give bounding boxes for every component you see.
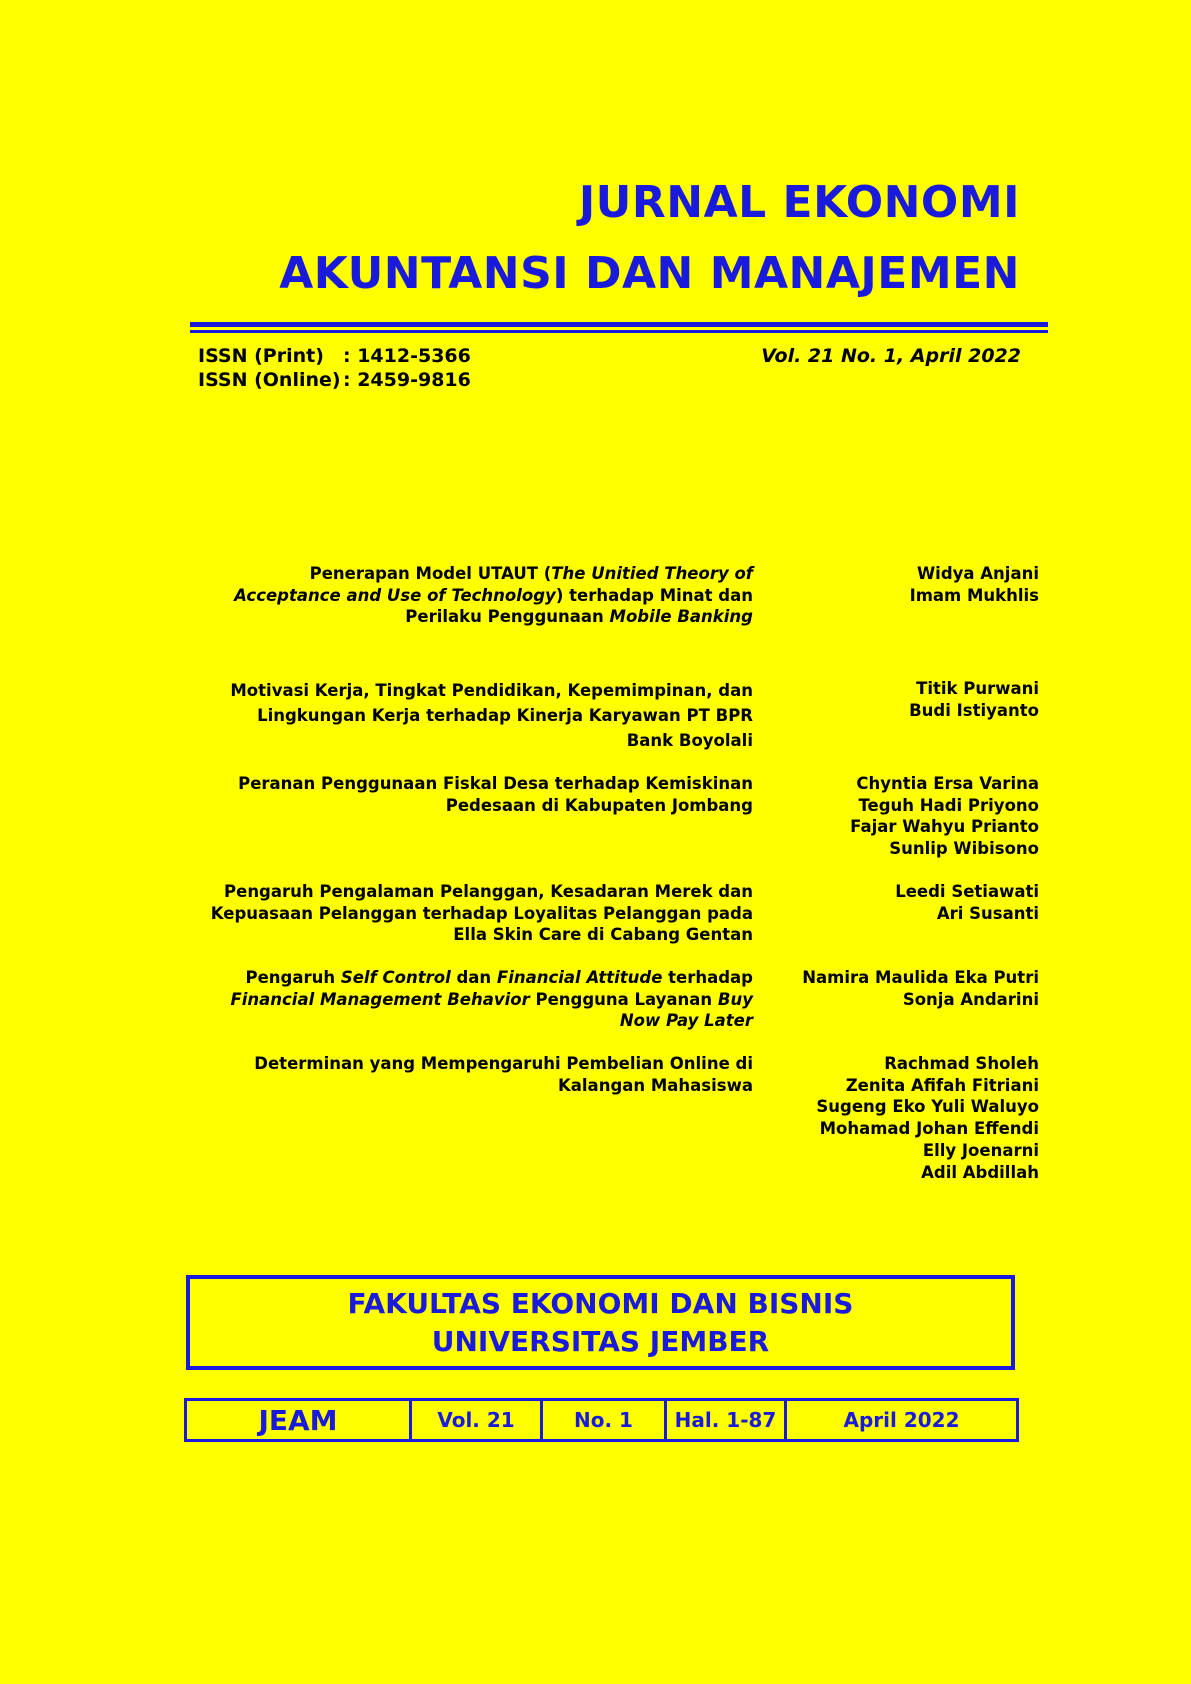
article-title-italic-text: Financial Management Behavior [230,989,530,1009]
author-name: Ari Susanti [936,903,1039,923]
author-name: Imam Mukhlis [909,585,1039,605]
journal-title-line2: AKUNTANSI DAN MANAJEMEN [279,248,1020,299]
author-name: Leedi Setiawati [895,882,1039,901]
article-title-line [193,1053,753,1075]
header-rule-thin [190,330,1048,333]
author-name: Adil Abdillah [921,1162,1039,1182]
author-name: Mohamad Johan Effendi [819,1119,1039,1139]
author-name: Titik Purwani [916,679,1039,698]
author-name: Sonja Andarini [902,989,1039,1009]
publisher-line2: UNIVERSITAS JEMBER [431,1324,770,1358]
article-authors [739,563,1039,606]
article-title-text: Lingkungan Kerja terhadap Kinerja Karyawan PT BPR [257,706,753,725]
author-name: Namira Maulida Eka Putri [802,968,1039,987]
author-name: Fajar Wahyu Prianto [850,817,1039,837]
author-name: Chyntia Ersa Varina [856,774,1039,793]
article-title-line [193,585,753,607]
info-pages: Hal. 1-87 [667,1401,787,1439]
article-title [193,678,753,753]
article-authors [739,881,1039,924]
article-title-line [193,1075,753,1097]
article-title-text: Pengaruh [245,968,341,987]
article-title-text: Ella Skin Care di Cabang Gentan [453,925,753,944]
article-title-text: Perilaku Penggunaan [405,607,610,626]
article-title-line [193,881,753,903]
article-title [193,881,753,946]
info-volume: Vol. 21 [412,1401,543,1439]
article-authors [739,678,1039,721]
header-rule-thick [190,322,1048,327]
author-name: Sugeng Eko Yuli Waluyo [816,1097,1039,1117]
info-date: April 2022 [843,1408,960,1432]
article-title-italic-text: Now Pay Later [619,1011,753,1030]
article-title-text: Bank Boyolali [626,731,753,750]
article-title [193,967,753,1032]
article-title-line [193,703,753,728]
article-title-text: Kepuasaan Pelanggan terhadap Loyalitas Pelanggan pada [210,903,753,923]
issn-print-value: : 1412-5366 [343,345,471,367]
article-title-text: Pedesaan di Kabupaten Jombang [445,795,753,815]
volume-line: Vol. 21 No. 1, April 2022 [761,345,1021,367]
article-title [193,1053,753,1096]
info-journal-abbrev: JEAM [187,1401,412,1439]
author-name: Teguh Hadi Priyono [858,795,1039,815]
article-title [193,773,753,816]
article-title-line [193,989,753,1011]
article-title-line [193,563,753,585]
info-number: No. 1 [543,1401,667,1439]
article-title-text: Motivasi Kerja, Tingkat Pendidikan, Kepemimpinan, dan [230,681,753,700]
article-title [193,563,753,628]
article-authors [739,1053,1039,1183]
article-title-line [193,773,753,795]
article-authors [739,773,1039,860]
issn-print [198,345,471,367]
article-title-italic-text: Financial Attitude [496,968,663,987]
article-title-italic-text: Self Control [340,968,451,987]
article-title-text: Pengaruh Pengalaman Pelanggan, Kesadaran Merek dan [224,882,753,901]
article-title-text: Determinan yang Mempengaruhi Pembelian Online di [254,1054,753,1073]
publisher-box [186,1275,1015,1370]
article-title-line [193,678,753,703]
article-title-italic-text: Mobile Banking [609,607,753,626]
article-title-italic-text: The Unitied Theory of [551,564,753,583]
article-title-text: terhadap [662,968,753,987]
article-title-text: ) terhadap Minat dan [555,585,753,605]
author-name: Sunlip Wibisono [889,839,1039,859]
author-name: Budi Istiyanto [909,700,1039,720]
author-name: Elly Joenarni [922,1140,1039,1160]
article-title-text: Peranan Penggunaan Fiskal Desa terhadap Kemiskinan [238,774,753,793]
article-title-italic-text: Acceptance and Use of Technology [234,585,556,605]
article-title-line [193,728,753,753]
issn-online [198,369,471,391]
article-title-line [193,606,753,628]
author-name: Rachmad Sholeh [884,1054,1039,1073]
article-title-line [193,795,753,817]
article-title-text: dan [450,968,497,987]
issn-online-label: ISSN (Online) [198,369,341,391]
publisher-line1: FAKULTAS EKONOMI DAN BISNIS [347,1286,854,1320]
article-title-text: Pengguna Layanan [529,989,718,1009]
article-title-line [193,1010,753,1032]
journal-title-line1: JURNAL EKONOMI [578,177,1020,228]
article-title-text: Penerapan Model UTAUT ( [309,564,552,583]
author-name: Zenita Afifah Fitriani [845,1075,1039,1095]
issn-print-label: ISSN (Print) [198,345,324,367]
author-name: Widya Anjani [916,564,1039,583]
article-authors [739,967,1039,1010]
issn-online-value: : 2459-9816 [343,369,471,391]
article-title-line [193,967,753,989]
issue-info-bar [184,1398,1019,1442]
article-title-italic-text: Buy [717,989,753,1009]
article-title-text: Kalangan Mahasiswa [557,1075,753,1095]
article-title-line [193,903,753,925]
article-title-line [193,924,753,946]
